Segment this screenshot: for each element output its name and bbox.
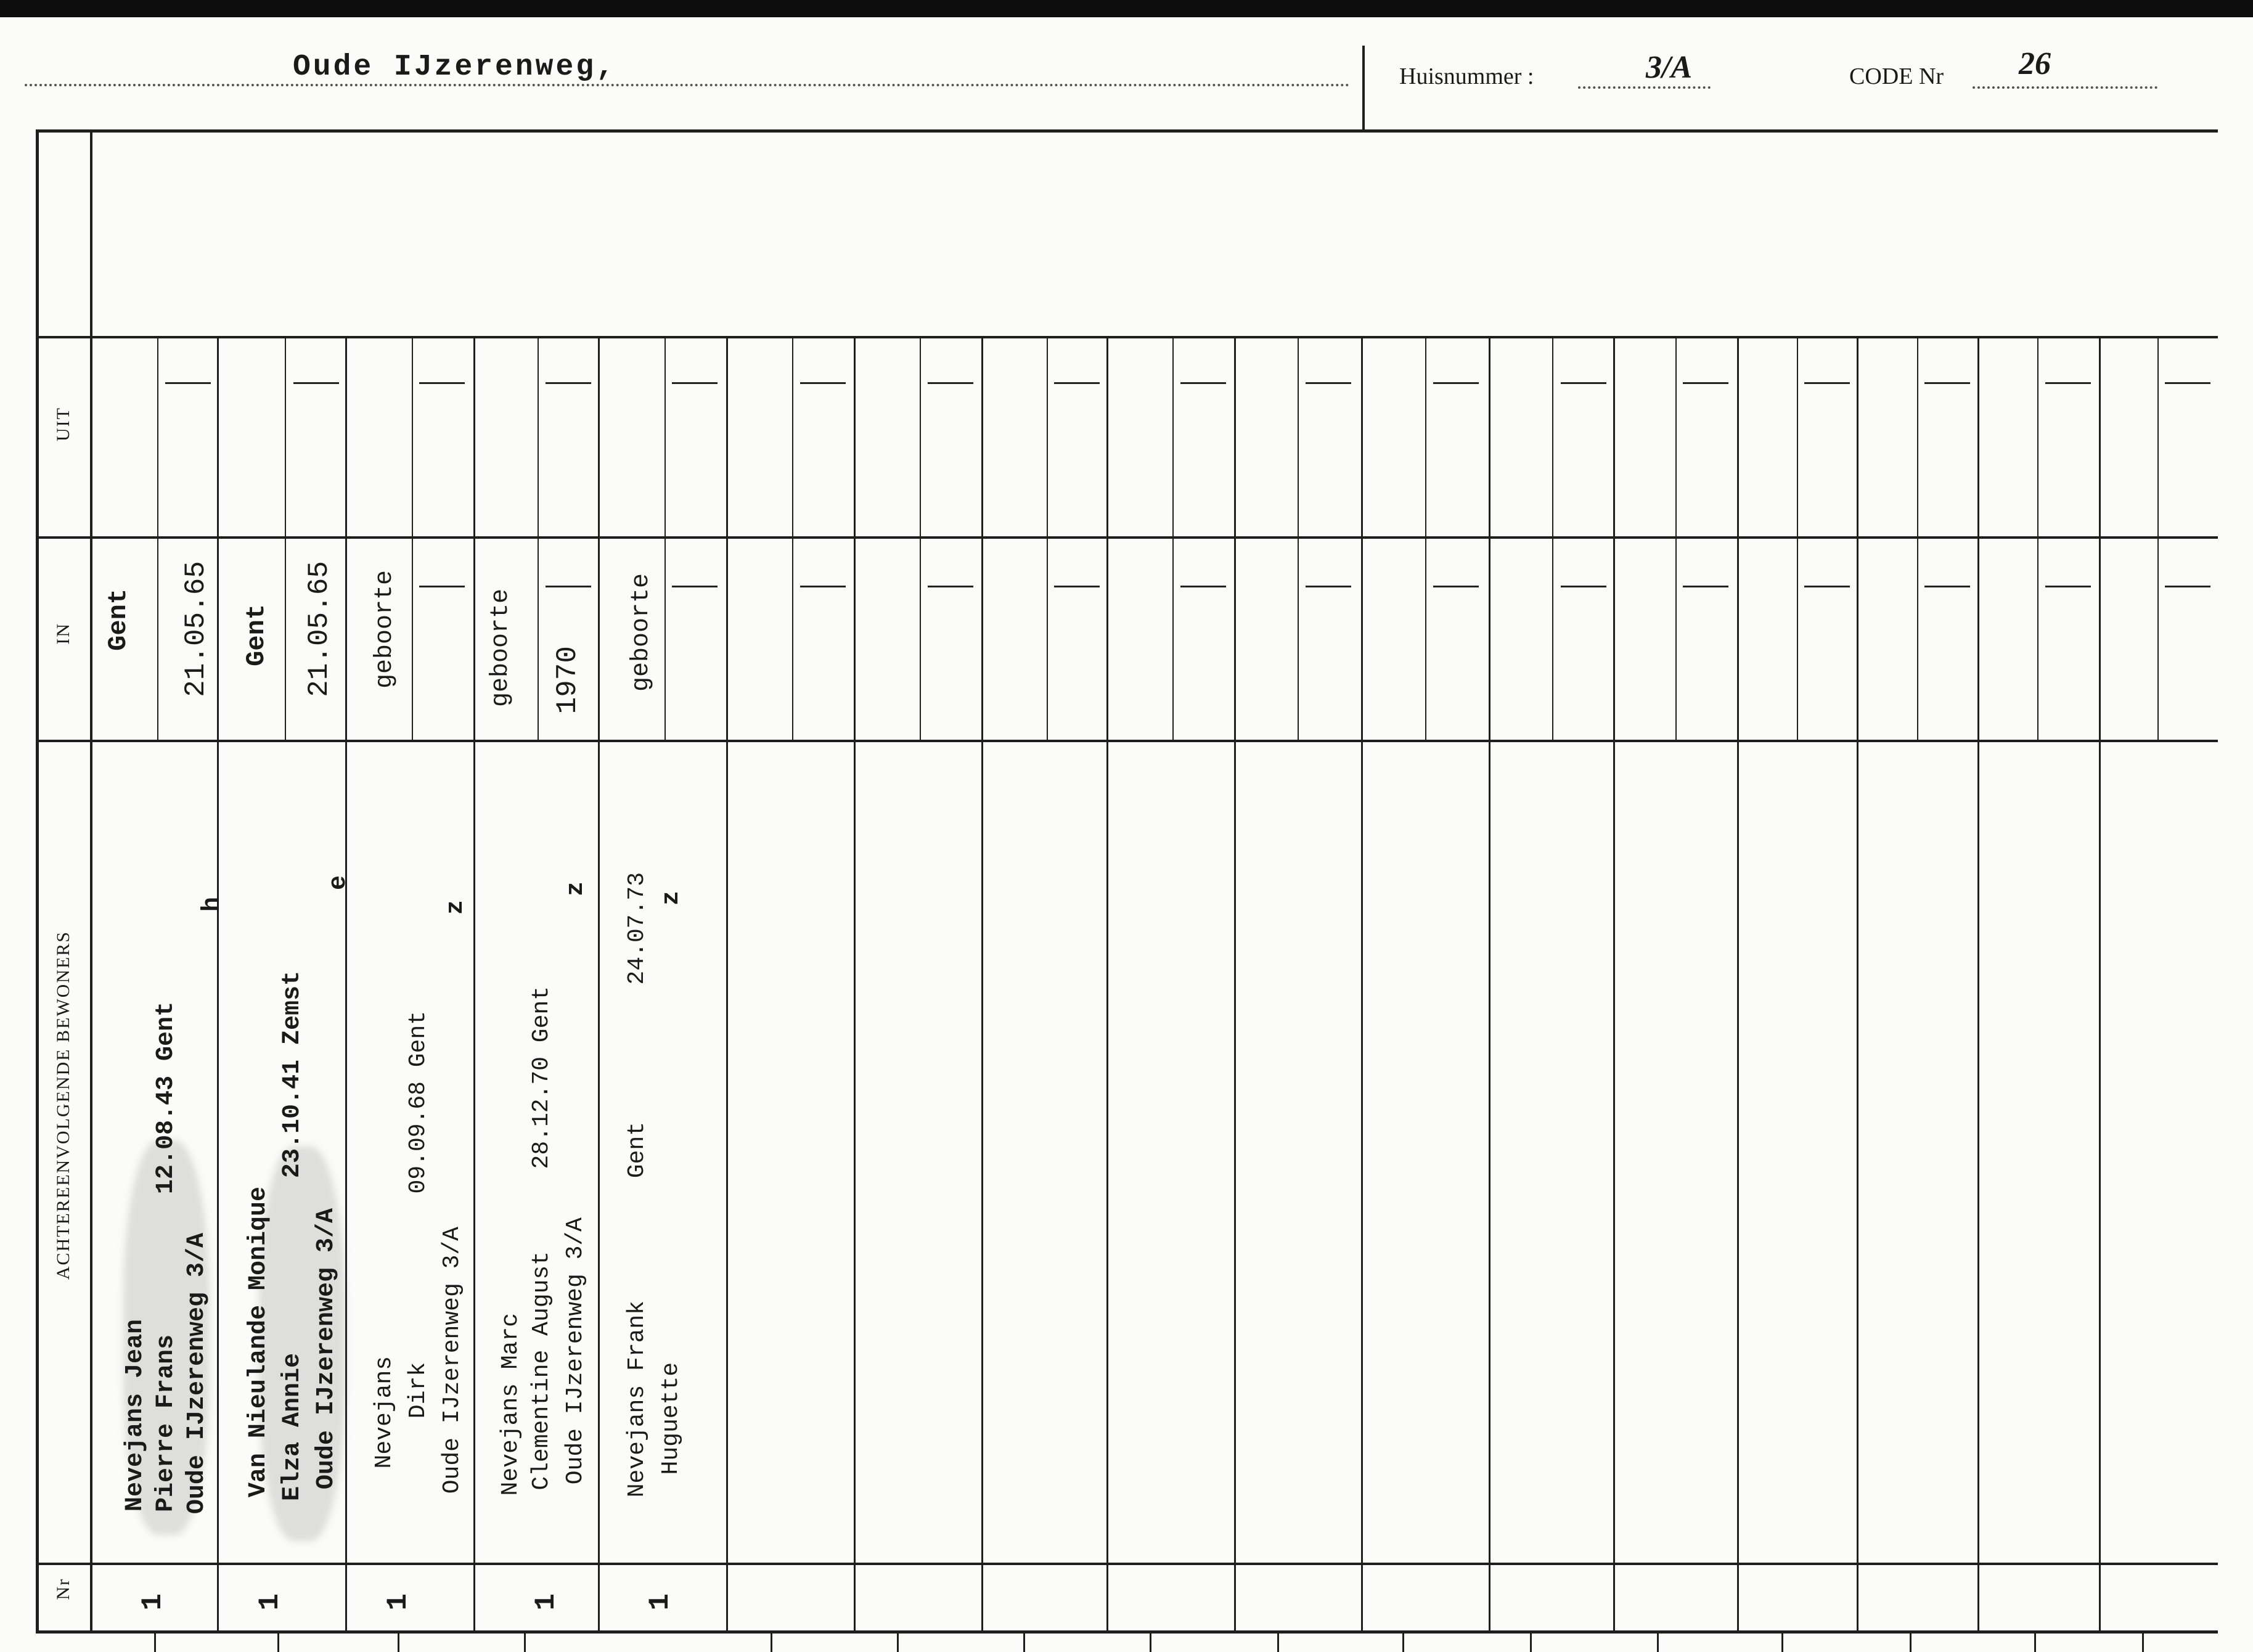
in-dash <box>800 586 846 587</box>
resident-4-line-1: Nevejans Marc <box>497 1313 524 1496</box>
in-dash <box>928 586 973 587</box>
uit-dash <box>928 382 973 384</box>
in-dash <box>1306 586 1351 587</box>
in-dash <box>1054 586 1100 587</box>
grid-bottom-line <box>36 1630 2218 1634</box>
tick-12 <box>1657 1634 1659 1652</box>
sub-divider-14 <box>1797 336 1798 740</box>
sub-divider-9 <box>1172 336 1174 740</box>
col-divider-12 <box>1613 336 1615 1634</box>
resident-1-nr: 1 <box>137 1593 169 1611</box>
resident-3-in-place: geboorte <box>371 570 399 689</box>
col-divider-9 <box>1234 336 1236 1634</box>
tick-15 <box>2034 1634 2036 1652</box>
col-divider-6 <box>854 336 856 1634</box>
col-divider-2 <box>345 336 347 1634</box>
resident-3-nr: 1 <box>382 1593 414 1611</box>
in-dash <box>2045 586 2091 587</box>
resident-1-line-3: Oude IJzerenweg 3/A <box>183 1233 211 1515</box>
uit-dash <box>546 382 591 384</box>
tick-7 <box>1023 1634 1025 1652</box>
tick-13 <box>1781 1634 1783 1652</box>
sub-divider-3 <box>412 336 413 740</box>
tick-14 <box>1910 1634 1912 1652</box>
uit-dash <box>2165 382 2210 384</box>
uit-dash <box>1180 382 1226 384</box>
uit-dash <box>800 382 846 384</box>
sub-divider-11 <box>1425 336 1426 740</box>
resident-5-nr: 1 <box>644 1593 676 1611</box>
tick-1 <box>154 1634 156 1652</box>
col-divider-16 <box>2099 336 2101 1634</box>
house-number-dotted-line <box>1578 86 1711 89</box>
uit-dash <box>1054 382 1100 384</box>
sub-divider-4 <box>538 336 539 740</box>
resident-4-mark: z <box>562 881 590 897</box>
resident-1-birth: 12.08.43 Gent <box>152 1002 180 1195</box>
resident-5-birth-date: 24.07.73 <box>624 872 650 985</box>
code-nr-value: 26 <box>2019 46 2051 81</box>
tick-10 <box>1402 1634 1404 1652</box>
resident-5-line-1: Nevejans Frank <box>624 1301 650 1498</box>
sub-divider-5 <box>664 336 666 740</box>
street-dotted-line <box>25 84 1350 86</box>
resident-5-mark: z <box>658 891 685 906</box>
uit-dash <box>293 382 339 384</box>
uit-label: UIT <box>53 407 73 441</box>
sub-divider-1 <box>157 336 158 740</box>
resident-5-in-place: geboorte <box>628 573 655 692</box>
uit-dash <box>419 382 465 384</box>
scan-top-border <box>0 0 2253 17</box>
code-nr-dotted-line <box>1973 86 2157 89</box>
in-dash <box>1180 586 1226 587</box>
in-dash <box>419 586 465 587</box>
resident-4-in-date: 1970 <box>552 646 584 714</box>
resident-1-in-place: Gent <box>104 589 133 651</box>
in-dash <box>2165 586 2210 587</box>
in-dash <box>546 586 591 587</box>
resident-3-line-2: Dirk <box>405 1362 431 1419</box>
tick-5 <box>771 1634 772 1652</box>
col-divider-15 <box>1977 336 1979 1634</box>
tick-8 <box>1150 1634 1151 1652</box>
resident-2-line-3: Oude IJzerenweg 3/A <box>313 1208 340 1490</box>
resident-1-in-date: 21.05.65 <box>180 561 212 697</box>
tick-16 <box>2142 1634 2144 1652</box>
uit-dash <box>1804 382 1850 384</box>
resident-2-birth: 23.10.41 Zemst <box>279 971 306 1179</box>
uit-dash <box>1306 382 1351 384</box>
tick-11 <box>1530 1634 1532 1652</box>
resident-3-birth: 09.09.68 Gent <box>405 1011 431 1194</box>
resident-2-mark: e <box>325 875 353 891</box>
sub-divider-13 <box>1675 336 1677 740</box>
bewoners-band-top <box>36 740 2218 742</box>
sub-divider-12 <box>1552 336 1553 740</box>
in-dash <box>1561 586 1606 587</box>
tick-6 <box>897 1634 899 1652</box>
sub-divider-10 <box>1298 336 1299 740</box>
uit-dash <box>2045 382 2091 384</box>
uit-dash <box>1433 382 1479 384</box>
uit-dash <box>672 382 718 384</box>
in-dash <box>1924 586 1970 587</box>
resident-1-line-2: Pierre Frans <box>152 1335 180 1513</box>
sub-divider-7 <box>920 336 921 740</box>
col-divider-14 <box>1857 336 1858 1634</box>
col-divider-4 <box>598 336 600 1634</box>
resident-3-line-1: Nevejans <box>371 1356 398 1469</box>
uit-dash <box>165 382 211 384</box>
in-dash <box>1804 586 1850 587</box>
grid-top-line <box>36 129 2218 133</box>
bewoners-label: ACHTEREENVOLGENDE BEWONERS <box>53 931 73 1280</box>
in-dash <box>672 586 718 587</box>
tick-9 <box>1277 1634 1279 1652</box>
resident-2-line-1: Van Nieulande Monique <box>245 1187 272 1498</box>
uit-dash <box>1924 382 1970 384</box>
resident-1-mark: h <box>198 897 226 912</box>
resident-4-in-place: geboorte <box>487 589 515 708</box>
uit-dash <box>1561 382 1606 384</box>
sub-divider-6 <box>792 336 793 740</box>
code-nr-label: CODE Nr <box>1849 63 1944 89</box>
col-divider-13 <box>1737 336 1739 1634</box>
house-number-value: 3/A <box>1646 50 1693 85</box>
nr-band-top <box>36 1563 2218 1565</box>
col-divider-7 <box>981 336 983 1634</box>
in-label: IN <box>53 623 73 645</box>
col-divider-11 <box>1489 336 1490 1634</box>
resident-2-in-place: Gent <box>242 604 271 666</box>
in-dash <box>1433 586 1479 587</box>
nr-label: Nr <box>53 1578 73 1600</box>
resident-5-birth-place: Gent <box>624 1122 650 1179</box>
in-dash <box>1683 586 1728 587</box>
sub-divider-16 <box>2037 336 2038 740</box>
tick-3 <box>398 1634 399 1652</box>
resident-3-line-3: Oude IJzerenweg 3/A <box>439 1227 465 1494</box>
col-divider-8 <box>1106 336 1108 1634</box>
resident-2-in-date: 21.05.65 <box>303 561 335 697</box>
resident-2-nr: 1 <box>254 1593 286 1611</box>
sub-divider-15 <box>1917 336 1918 740</box>
col-divider-10 <box>1361 336 1363 1634</box>
resident-4-line-2: Clementine August <box>528 1251 555 1490</box>
grid-left-border <box>36 129 39 1634</box>
uit-band-top <box>36 336 2218 338</box>
resident-1-line-1: Nevejans Jean <box>121 1319 149 1512</box>
resident-5-line-2: Huguette <box>658 1362 684 1475</box>
uit-dash <box>1683 382 1728 384</box>
resident-2-line-2: Elza Annie <box>279 1353 306 1502</box>
col-divider-3 <box>473 336 475 1634</box>
tick-4 <box>524 1634 526 1652</box>
sub-divider-2 <box>285 336 286 740</box>
resident-4-line-3: Oude IJzerenweg 3/A <box>562 1217 589 1485</box>
resident-4-birth: 28.12.70 Gent <box>528 986 555 1169</box>
sub-divider-8 <box>1047 336 1048 740</box>
label-column-divider <box>90 129 92 1634</box>
sub-divider-17 <box>2157 336 2159 740</box>
house-number-label: Huisnummer : <box>1399 63 1534 89</box>
street-name: Oude IJzerenweg, <box>293 51 616 84</box>
header-divider <box>1362 46 1365 132</box>
col-divider-1 <box>217 336 219 1634</box>
tick-2 <box>277 1634 279 1652</box>
col-divider-5 <box>726 336 728 1634</box>
resident-3-mark: z <box>442 900 470 915</box>
in-band-top <box>36 536 2218 539</box>
resident-4-nr: 1 <box>530 1593 562 1611</box>
